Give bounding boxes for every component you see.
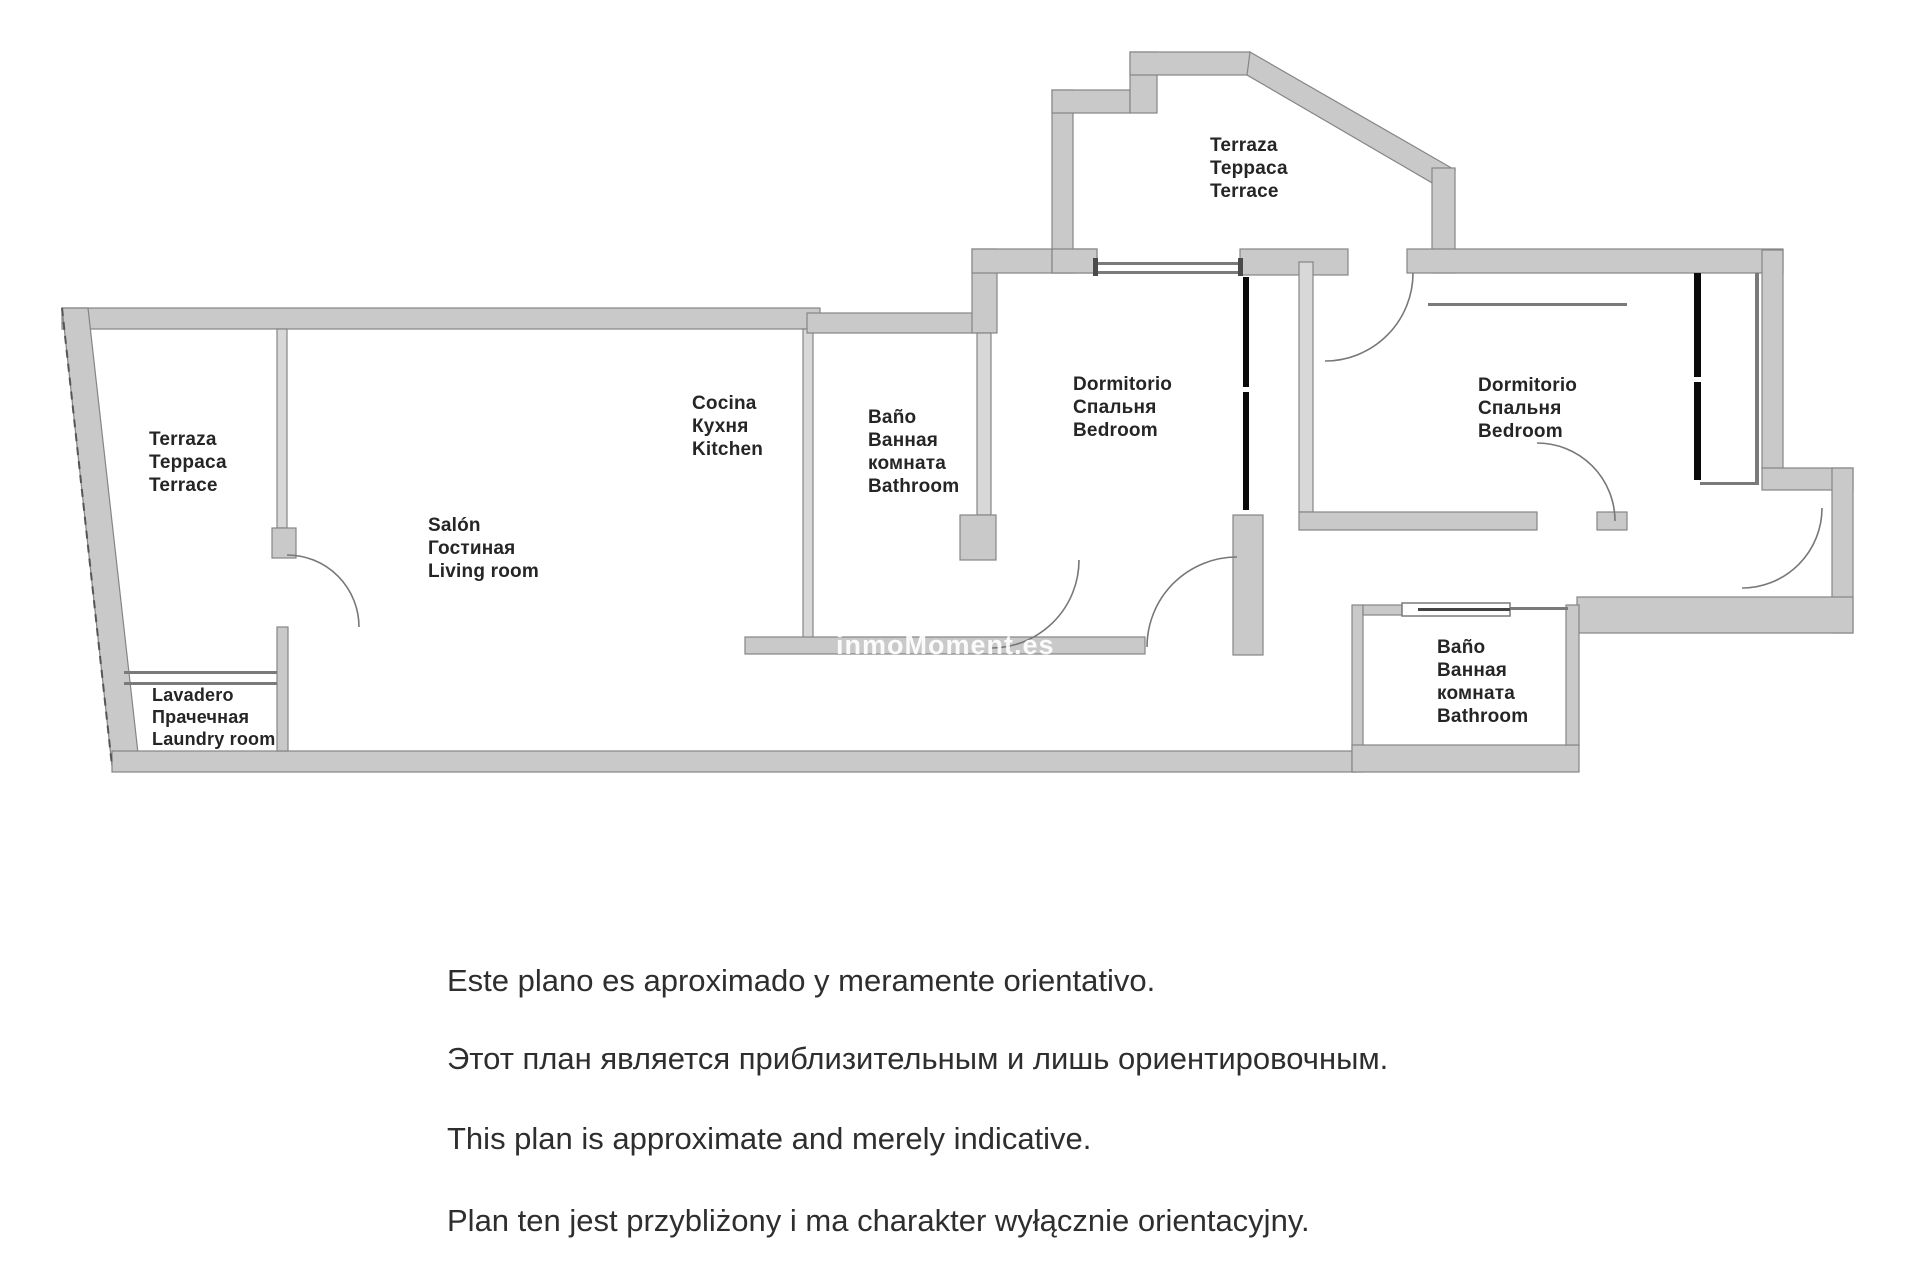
bedroom2-closet-door-2 (1694, 382, 1701, 480)
bedroom2-closet-door-1 (1694, 273, 1701, 377)
wall-bedroom2-left (1299, 262, 1313, 512)
room-label-line: Dormitorio (1478, 375, 1578, 396)
bedroom1-window-jamb-right (1238, 258, 1243, 276)
room-label-line: Спальня (1478, 398, 1562, 419)
wall-terrace-bottom-a (1052, 249, 1097, 273)
room-label-bedroom-1 (1073, 373, 1172, 442)
wall-bathroom1-top (807, 313, 981, 333)
room-label-terrace-left (149, 428, 227, 497)
wall-bathroom1-pilaster (960, 515, 996, 560)
room-label-line: комната (1437, 683, 1515, 704)
disclaimer-line-es: Este plano es aproximado y meramente orientativo. (447, 963, 1156, 998)
wall-bathroom2-right (1566, 605, 1579, 745)
bedroom1-closet-door-1 (1243, 277, 1249, 387)
door-arc-entry (1742, 508, 1822, 588)
wall-hall-bottom (1577, 597, 1853, 633)
bedroom2-closet-bottom-line (1700, 482, 1758, 485)
room-label-line: Lavadero (152, 685, 234, 705)
room-label-line: Bathroom (868, 476, 960, 497)
wall-terrace-divider-pillar (272, 528, 296, 558)
wall-bathroom1-right (977, 333, 991, 515)
room-label-line: Спальня (1073, 397, 1157, 418)
room-label-line: Terrace (149, 475, 218, 496)
wall-bedroom2-top (1407, 249, 1783, 273)
room-label-bathroom-2 (1437, 636, 1528, 728)
wall-terrace-top (1130, 52, 1250, 75)
room-label-line: Кухня (692, 416, 749, 437)
wall-outer-right (1762, 250, 1783, 470)
wall-laundry-right (277, 627, 288, 751)
wall-terrace-bottom-b (1240, 249, 1348, 275)
room-label-living-room (428, 514, 539, 583)
wall-terrace-top-left (1052, 90, 1073, 273)
room-label-line: Salón (428, 515, 481, 536)
wall-corridor-right-jamb (1233, 515, 1263, 655)
room-label-line: Terrace (1210, 181, 1279, 202)
room-label-line: Baño (1437, 637, 1486, 658)
room-label-line: Cocina (692, 393, 757, 414)
room-label-line: Гостиная (428, 538, 516, 559)
disclaimer-line-en: This plan is approximate and merely indicative. (447, 1121, 1092, 1156)
disclaimer-line-ru: Этот план является приблизительным и лишь ориентировочным. (447, 1041, 1389, 1076)
room-label-line: Ванная (1437, 660, 1508, 681)
room-label-line: Kitchen (692, 439, 764, 460)
wall-bedroom2-bottom-a (1299, 512, 1537, 530)
room-label-line: Living room (428, 561, 539, 582)
bedroom1-window-jamb-left (1093, 258, 1098, 276)
room-label-line: Baño (868, 407, 917, 428)
room-label-line: Терраса (149, 452, 227, 473)
wall-left-slanted (62, 308, 138, 766)
wall-bathroom1-left (803, 329, 813, 647)
room-label-line: Terraza (1210, 135, 1278, 156)
door-arc-bedroom1 (1147, 557, 1237, 647)
door-arc-terrace-living (287, 555, 359, 627)
bedroom1-window-line-1 (1097, 262, 1240, 265)
room-label-line: комната (868, 453, 946, 474)
wall-bathroom2-bottom (1352, 745, 1579, 772)
wall-terrace-step-top (1052, 90, 1130, 113)
bedroom1-closet-door-2 (1243, 392, 1249, 510)
room-label-line: Ванная (868, 430, 939, 451)
room-label-line: Bathroom (1437, 706, 1529, 727)
bedroom1-window-line-2 (1097, 271, 1240, 274)
wall-top-left-block (62, 308, 820, 329)
room-label-line: Laundry room (152, 729, 276, 749)
watermark-text: inmoMoment.es (836, 630, 1055, 660)
room-label-line: Dormitorio (1073, 374, 1173, 395)
room-label-line: Bedroom (1478, 421, 1563, 442)
room-label-line: Терраса (1210, 158, 1288, 179)
bedroom2-closet-back-line (1755, 273, 1759, 485)
room-label-line: Bedroom (1073, 420, 1158, 441)
door-arc-bedroom2-hall (1537, 443, 1615, 521)
wall-bedroom2-bottom-b (1597, 512, 1627, 530)
room-label-line: Прачечная (152, 707, 250, 727)
bathroom2-window-extension-line (1510, 607, 1568, 610)
bathroom2-window-handle (1418, 608, 1510, 611)
room-label-laundry (152, 684, 275, 750)
wall-bathroom2-top (1363, 605, 1402, 615)
wall-bottom-main (112, 751, 1355, 772)
room-label-bedroom-2 (1478, 374, 1577, 443)
laundry-counter-line-1 (124, 671, 277, 674)
wall-terrace-divider-glazing (277, 329, 287, 528)
door-arc-terrace-bedroom2 (1325, 273, 1413, 361)
room-label-line: Terraza (149, 429, 217, 450)
room-label-terrace-top (1210, 134, 1288, 203)
room-label-kitchen (692, 392, 763, 461)
disclaimer-line-pl: Plan ten jest przybliżony i ma charakter wyłącznie orientacyjny. (447, 1203, 1310, 1238)
room-label-bathroom-1 (868, 406, 959, 498)
bedroom2-interior-line (1428, 303, 1627, 306)
bathroom2-window (1402, 603, 1510, 616)
